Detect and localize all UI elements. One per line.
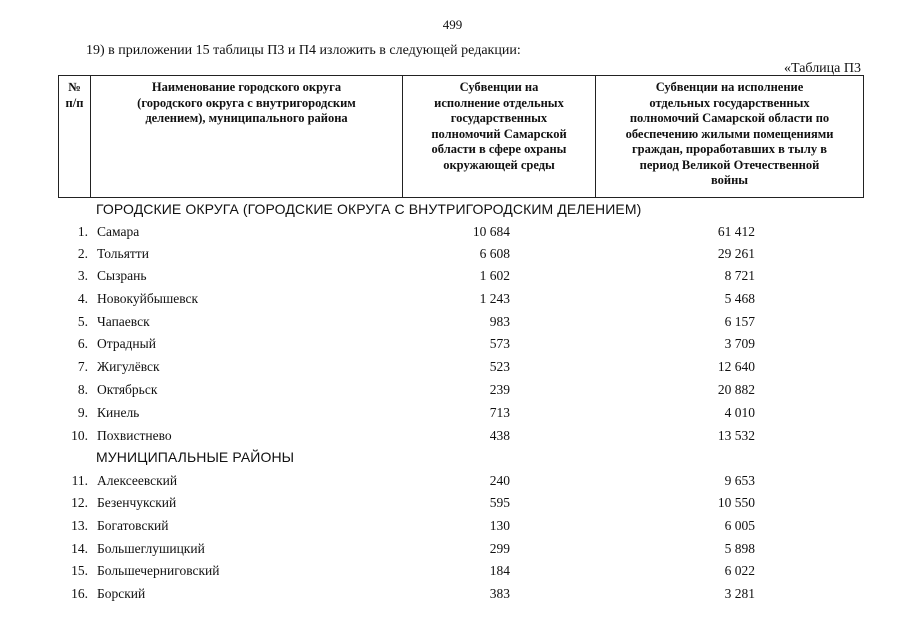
row-name: Тольятти bbox=[97, 246, 149, 261]
row-name: Новокуйбышевск bbox=[97, 291, 199, 306]
row-environment-value: 239 bbox=[489, 382, 510, 397]
table-row bbox=[0, 518, 905, 540]
row-name: Большечерниговский bbox=[97, 563, 220, 578]
row-housing-value: 9 653 bbox=[724, 473, 755, 488]
header-col1-line: окружающей среды bbox=[443, 157, 555, 172]
table-row bbox=[0, 563, 905, 585]
row-housing-value: 6 157 bbox=[724, 314, 755, 329]
row-environment-value: 983 bbox=[489, 314, 510, 329]
table-row bbox=[0, 268, 905, 290]
row-housing-value: 5 898 bbox=[724, 541, 755, 556]
table-row bbox=[0, 314, 905, 336]
header-col1-line: области в сфере охраны bbox=[431, 142, 567, 156]
header-name-line: (городского округа с внутригородским bbox=[137, 95, 356, 110]
row-name: Октябрьск bbox=[97, 382, 158, 397]
row-environment-value: 240 bbox=[489, 473, 510, 488]
row-name: Алексеевский bbox=[97, 473, 178, 488]
table-row bbox=[0, 473, 905, 495]
row-name: Борский bbox=[97, 586, 146, 601]
header-col2-line: обеспечению жилыми помещениями bbox=[625, 126, 834, 141]
row-num: 11. bbox=[71, 473, 88, 488]
row-environment-value: 438 bbox=[489, 428, 510, 443]
header-housing-subvention bbox=[595, 76, 864, 197]
header-num bbox=[58, 76, 90, 197]
table-row bbox=[0, 428, 905, 450]
header-col2-line: Субвенции на исполнение bbox=[655, 80, 804, 94]
row-housing-value: 13 532 bbox=[717, 428, 755, 443]
row-housing-value: 6 022 bbox=[724, 563, 755, 578]
row-housing-value: 3 709 bbox=[724, 336, 755, 351]
row-housing-value: 61 412 bbox=[717, 224, 755, 239]
intro-paragraph: 19) в приложении 15 таблицы П3 и П4 изложить в следующей редакции: bbox=[86, 43, 521, 58]
table-header bbox=[58, 75, 864, 198]
row-num: 4. bbox=[77, 291, 88, 306]
row-housing-value: 10 550 bbox=[717, 495, 755, 510]
row-name: Похвистнево bbox=[97, 428, 172, 443]
row-num: 9. bbox=[77, 405, 88, 420]
row-num: 1. bbox=[77, 224, 88, 239]
row-name: Отрадный bbox=[97, 336, 156, 351]
row-num: 15. bbox=[71, 563, 88, 578]
row-num: 14. bbox=[71, 541, 88, 556]
table-row bbox=[0, 359, 905, 381]
table-row bbox=[0, 291, 905, 313]
row-num: 3. bbox=[77, 268, 88, 283]
header-col2-line: войны bbox=[710, 173, 749, 187]
row-name: Чапаевск bbox=[97, 314, 150, 329]
row-housing-value: 5 468 bbox=[724, 291, 755, 306]
header-environment-subvention bbox=[402, 76, 595, 197]
row-num: 7. bbox=[77, 359, 88, 374]
header-col2-line: граждан, проработавших в тылу в bbox=[631, 142, 828, 156]
table-caption: «Таблица П3 bbox=[784, 61, 861, 76]
row-num: 16. bbox=[71, 586, 88, 601]
table-row bbox=[0, 224, 905, 246]
row-name: Кинель bbox=[97, 405, 140, 420]
table-row bbox=[0, 495, 905, 517]
header-name-line: Наименование городского округа bbox=[151, 80, 342, 94]
header-col1-line: исполнение отдельных bbox=[434, 95, 564, 110]
row-housing-value: 29 261 bbox=[717, 246, 755, 261]
header-col2-line: отдельных государственных bbox=[649, 95, 810, 110]
row-num: 5. bbox=[77, 314, 88, 329]
row-num: 2. bbox=[77, 246, 88, 261]
header-col2-line: период Великой Отечественной bbox=[639, 157, 820, 172]
row-name: Сызрань bbox=[97, 268, 147, 283]
row-name: Самара bbox=[97, 224, 140, 239]
row-name: Жигулёвск bbox=[97, 359, 160, 374]
row-environment-value: 1 602 bbox=[479, 268, 510, 283]
header-col1-line: полномочий Самарской bbox=[431, 126, 567, 141]
group-title-urban-districts: ГОРОДСКИЕ ОКРУГА (ГОРОДСКИЕ ОКРУГА С ВНУТРИГОРОДСКИМ ДЕЛЕНИЕМ) bbox=[96, 201, 642, 217]
page-number: 499 bbox=[442, 17, 463, 32]
row-housing-value: 4 010 bbox=[724, 405, 755, 420]
row-name: Безенчукский bbox=[97, 495, 177, 510]
row-num: 13. bbox=[71, 518, 88, 533]
row-environment-value: 713 bbox=[489, 405, 510, 420]
row-environment-value: 184 bbox=[489, 563, 510, 578]
row-housing-value: 8 721 bbox=[724, 268, 755, 283]
table-row bbox=[0, 586, 905, 608]
group-title-municipal-districts: МУНИЦИПАЛЬНЫЕ РАЙОНЫ bbox=[96, 449, 295, 465]
row-name: Богатовский bbox=[97, 518, 169, 533]
header-name bbox=[90, 76, 402, 197]
header-col1-line: государственных bbox=[450, 111, 548, 125]
row-num: 10. bbox=[71, 428, 88, 443]
row-environment-value: 6 608 bbox=[479, 246, 510, 261]
row-housing-value: 6 005 bbox=[724, 518, 755, 533]
row-housing-value: 20 882 bbox=[717, 382, 755, 397]
row-environment-value: 299 bbox=[489, 541, 510, 556]
row-environment-value: 130 bbox=[489, 518, 510, 533]
header-col2-line: полномочий Самарской области по bbox=[629, 111, 830, 125]
row-environment-value: 595 bbox=[489, 495, 510, 510]
header-num-line: № bbox=[68, 80, 81, 94]
row-environment-value: 1 243 bbox=[479, 291, 510, 306]
header-col1-line: Субвенции на bbox=[459, 80, 539, 94]
row-num: 6. bbox=[77, 336, 88, 351]
row-environment-value: 523 bbox=[489, 359, 510, 374]
row-environment-value: 573 bbox=[489, 336, 510, 351]
row-housing-value: 12 640 bbox=[717, 359, 755, 374]
row-environment-value: 383 bbox=[489, 586, 510, 601]
table-row bbox=[0, 336, 905, 358]
table-row bbox=[0, 541, 905, 563]
header-name-line: делением), муниципального района bbox=[145, 111, 348, 125]
row-housing-value: 3 281 bbox=[724, 586, 755, 601]
row-num: 12. bbox=[71, 495, 88, 510]
table-row bbox=[0, 382, 905, 404]
row-name: Большеглушицкий bbox=[97, 541, 205, 556]
header-num-line: п/п bbox=[65, 95, 84, 110]
table-row bbox=[0, 246, 905, 268]
row-num: 8. bbox=[77, 382, 88, 397]
table-row bbox=[0, 405, 905, 427]
row-environment-value: 10 684 bbox=[472, 224, 510, 239]
